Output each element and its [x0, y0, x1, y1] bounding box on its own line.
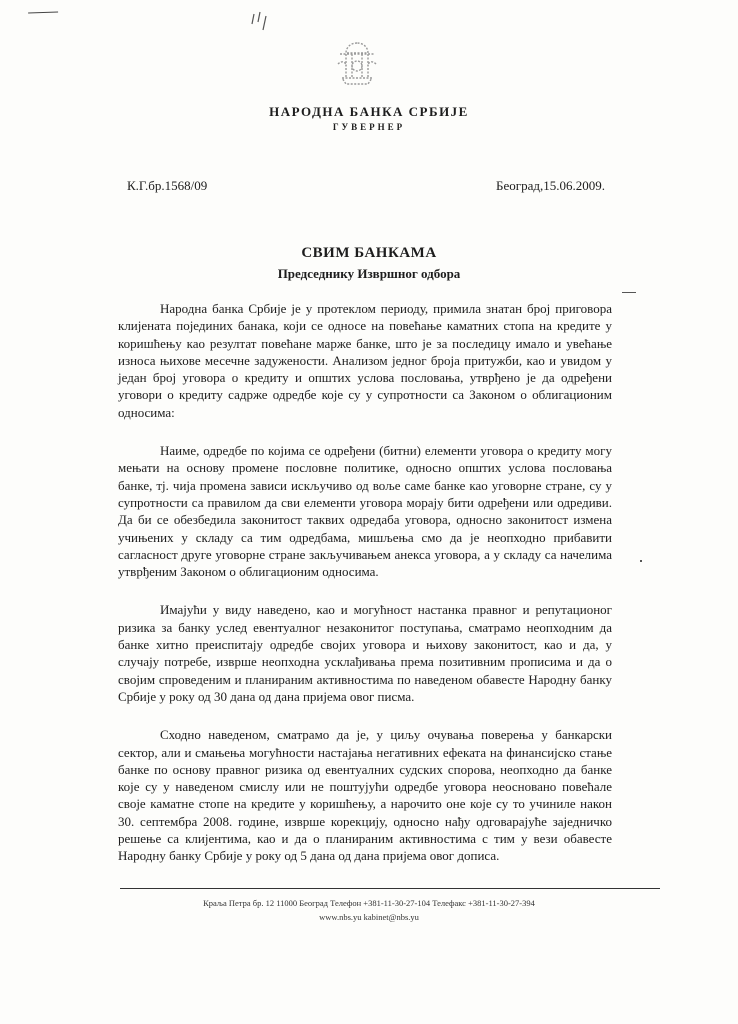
body-paragraph: Имајући у виду наведено, као и могућност настанка правног и репутационог ризика за банку услед евентуалног незаконитог поступања, сматрамо неопходним да банке хитно преиспитају одредбе својих уговора и њихову законитост, као и да, у случају потребе, изврше неопходна усклађивања према позитивним прописима и да о својим спроведеним и планираним активностима по наведеном обавесте Народну банку Србије у року од 30 дана од дана пријема овог писма.: [118, 602, 612, 704]
footer-divider: [120, 888, 660, 889]
stray-pen-mark: [28, 5, 58, 13]
office-title: ГУВЕРНЕР: [332, 122, 406, 132]
place-date: Београд,15.06.2009.: [496, 178, 605, 193]
addressee-title: СВИМ БАНКАМА: [301, 245, 437, 261]
letter-body: [118, 300, 612, 886]
scan-speck: [640, 560, 642, 562]
reference-number: К.Г.бр.1568/09: [127, 178, 208, 193]
footer-address: Краља Петра бр. 12 11000 Београд Телефон +381-11-30-27-104 Телефакс +381-11-30-27-394: [203, 898, 535, 908]
addressee-subtitle: Председнику Извршног одбора: [277, 266, 461, 281]
body-paragraph: Народна банка Србије је у протеклом периоду, примила знатан број приговора клијената појединих банака, који се односе на повећање каматних стопа на кредите у коришћењу као резултат повећане марже банке, што је за последицу имало и увећање износа њихове месечне задужености. Анализом једног броја притужби, као и увидом у један број уговора о кредиту и општих услова пословања, утврђено је да одређени уговори о кредиту садрже одредбе које су у супротности са Законом о облигационим односима:: [118, 301, 612, 420]
nbs-emblem-icon: [330, 40, 384, 86]
body-paragraph: Наиме, одредбе по којима се одређени (битни) елементи уговора о кредиту могу мењати на основу промене пословне политике, односно општих услова пословања банке, тј. чија промена зависи искључиво од воље саме банке као уговорне стране, су у супротности са правилом да сви елементи уговора морају бити одређени или одредиви. Да би се обезбедила законитост таквих одредаба уговора, односно законитост измена учињених у складу са тим одредбама, мишљења смо да је неопходно прибавити сагласност друге уговорне стране закључивањем анекса уговора, а у складу са начелима утврђеним Законом о облигационим односима.: [118, 443, 612, 580]
institution-name: НАРОДНА БАНКА СРБИЈЕ: [269, 104, 469, 119]
handwritten-mark: [248, 10, 272, 50]
scan-speck: [622, 292, 636, 293]
body-paragraph: Сходно наведеном, сматрамо да је, у циљу очувања поверења у банкарски сектор, али и смањења могућности настајања негативних ефеката на финансијско стање банке по основу правног ризика од евентуалних судских спорова, неопходно да банке које су у наведеном смислу или не поштујући одредбе уговора неосновано повећале своје каматне стопе на кредите у коришћењу, а нарочито оне које су то учиниле након 30. септембра 2008. године, изврше корекцију, односно нађу одговарајуће заједничко решење са клијентима, као и да о планираним активностима с тим у вези обавесте Народну банку Србије у року од 5 дана од дана пријема овог дописа.: [118, 727, 612, 864]
footer-contact: www.nbs.yu kabinet@nbs.yu: [319, 912, 419, 922]
